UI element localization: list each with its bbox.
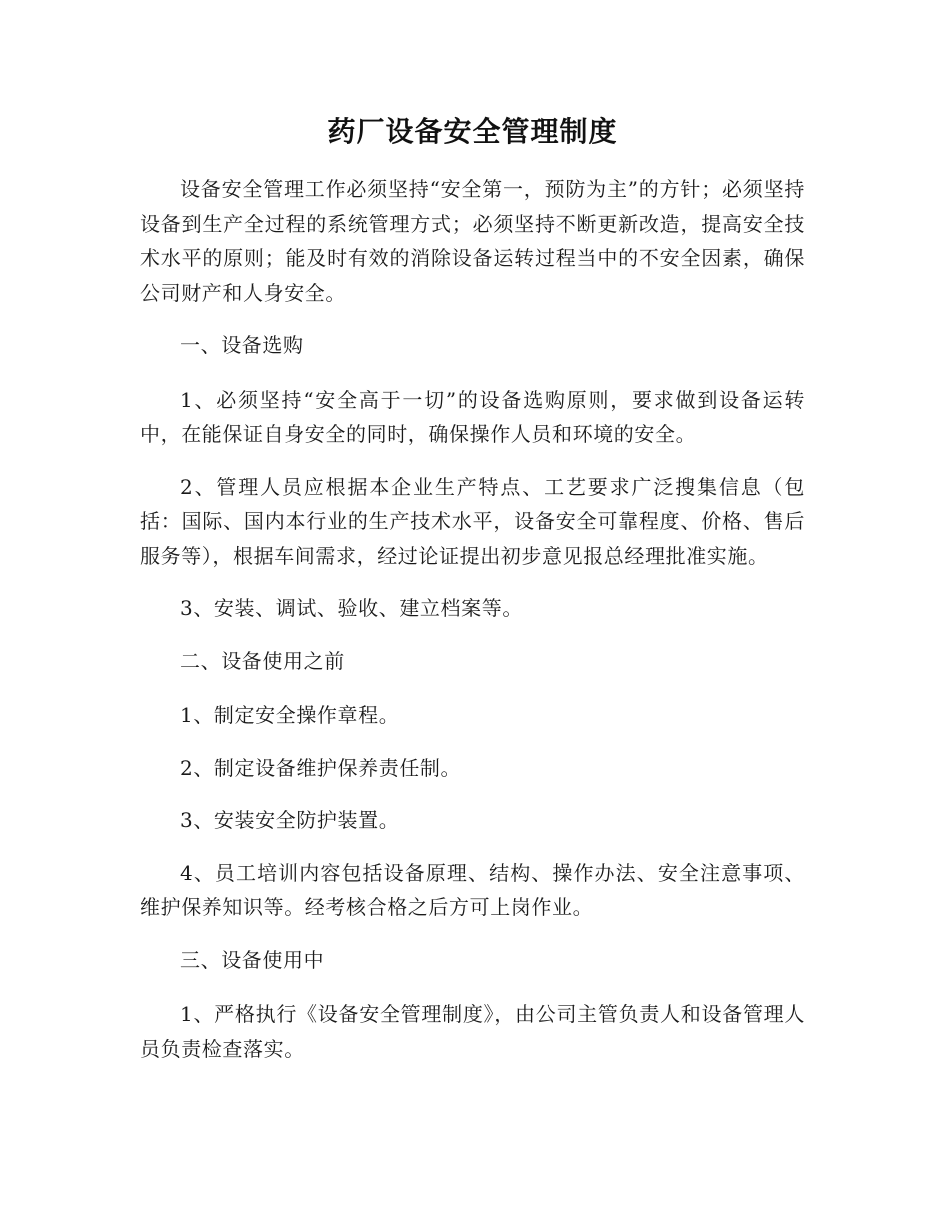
section-1-item-1: 1、必须坚持“安全高于一切”的设备选购原则，要求做到设备运转中，在能保证自身安全的同时，确保操作人员和环境的安全。 [140, 387, 805, 446]
intro-paragraph: 设备安全管理工作必须坚持“安全第一，预防为主”的方针；必须坚持设备到生产全过程的系统管理方式；必须坚持不断更新改造，提高安全技术水平的原则；能及时有效的消除设备运转过程当中的不安全因素，确保公司财产和人身安全。 [140, 177, 805, 305]
section-2-item-1: 1、制定安全操作章程。 [180, 703, 400, 727]
section-2-item-4: 4、员工培训内容包括设备原理、结构、操作办法、安全注意事项、维护保养知识等。经考核合格之后方可上岗作业。 [140, 860, 805, 919]
section-1-item-3: 3、安装、调试、验收、建立档案等。 [180, 596, 523, 620]
section-heading-2: 二、设备使用之前 [180, 648, 345, 673]
section-2-item-3: 3、安装安全防护装置。 [180, 808, 400, 832]
document-title: 药厂设备安全管理制度 [327, 115, 618, 148]
section-heading-3: 三、设备使用中 [180, 947, 325, 972]
section-3-item-1: 1、严格执行《设备安全管理制度》，由公司主管负责人和设备管理人员负责检查落实。 [140, 1002, 805, 1061]
section-1-item-2: 2、管理人员应根据本企业生产特点、工艺要求广泛搜集信息（包括：国际、国内本行业的生产技术水平，设备安全可靠程度、价格、售后服务等），根据车间需求，经过论证提出初步意见报总经理批准实施。 [140, 474, 805, 568]
section-heading-1: 一、设备选购 [180, 333, 304, 357]
section-2-item-2: 2、制定设备维护保养责任制。 [180, 755, 462, 780]
